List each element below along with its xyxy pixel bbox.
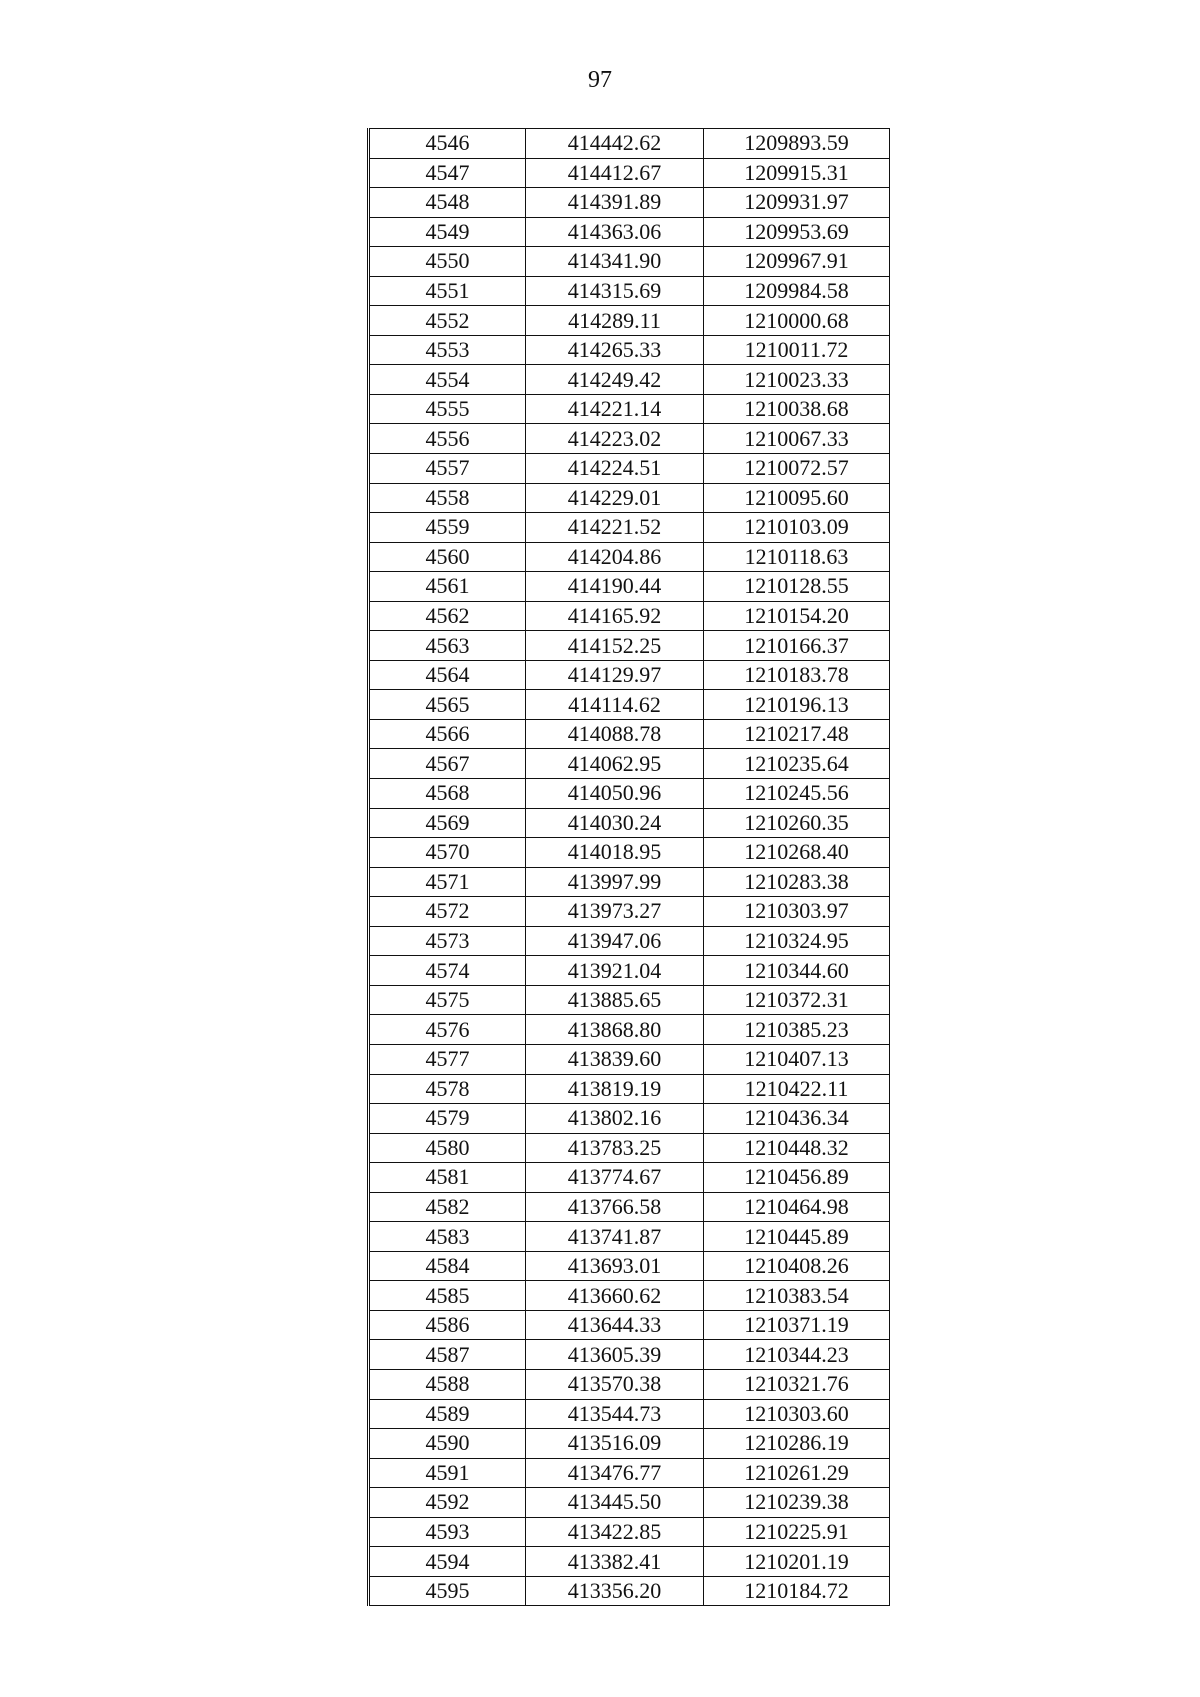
table-row xyxy=(369,1399,890,1429)
table-row xyxy=(369,1192,890,1222)
table-row xyxy=(369,719,890,749)
point-number-cell: 4548 xyxy=(369,188,526,218)
table-row xyxy=(369,779,890,809)
point-number-cell: 4580 xyxy=(369,1133,526,1163)
x-coordinate-cell: 414190.44 xyxy=(526,572,704,602)
point-number-cell: 4578 xyxy=(369,1074,526,1104)
table-row xyxy=(369,424,890,454)
x-coordinate-cell: 414363.06 xyxy=(526,217,704,247)
x-coordinate-cell: 414088.78 xyxy=(526,719,704,749)
point-number-cell: 4594 xyxy=(369,1547,526,1577)
y-coordinate-cell: 1210408.26 xyxy=(704,1251,890,1281)
point-number-cell: 4579 xyxy=(369,1104,526,1134)
y-coordinate-cell: 1210344.23 xyxy=(704,1340,890,1370)
point-number-cell: 4582 xyxy=(369,1192,526,1222)
x-coordinate-cell: 414221.52 xyxy=(526,513,704,543)
y-coordinate-cell: 1210235.64 xyxy=(704,749,890,779)
table-row xyxy=(369,601,890,631)
x-coordinate-cell: 413973.27 xyxy=(526,897,704,927)
point-number-cell: 4588 xyxy=(369,1369,526,1399)
point-number-cell: 4551 xyxy=(369,276,526,306)
table-row xyxy=(369,897,890,927)
point-number-cell: 4568 xyxy=(369,779,526,809)
table-row xyxy=(369,1547,890,1577)
y-coordinate-cell: 1210011.72 xyxy=(704,335,890,365)
y-coordinate-cell: 1210268.40 xyxy=(704,838,890,868)
x-coordinate-cell: 414221.14 xyxy=(526,394,704,424)
table-row xyxy=(369,394,890,424)
x-coordinate-cell: 414050.96 xyxy=(526,779,704,809)
table-row xyxy=(369,631,890,661)
x-coordinate-cell: 413921.04 xyxy=(526,956,704,986)
point-number-cell: 4583 xyxy=(369,1222,526,1252)
table-row xyxy=(369,454,890,484)
x-coordinate-cell: 414152.25 xyxy=(526,631,704,661)
x-coordinate-cell: 413802.16 xyxy=(526,1104,704,1134)
point-number-cell: 4589 xyxy=(369,1399,526,1429)
x-coordinate-cell: 413644.33 xyxy=(526,1310,704,1340)
x-coordinate-cell: 414062.95 xyxy=(526,749,704,779)
x-coordinate-cell: 414224.51 xyxy=(526,454,704,484)
x-coordinate-cell: 414265.33 xyxy=(526,335,704,365)
point-number-cell: 4550 xyxy=(369,247,526,277)
y-coordinate-cell: 1210456.89 xyxy=(704,1163,890,1193)
x-coordinate-cell: 413422.85 xyxy=(526,1517,704,1547)
point-number-cell: 4574 xyxy=(369,956,526,986)
x-coordinate-cell: 414391.89 xyxy=(526,188,704,218)
point-number-cell: 4575 xyxy=(369,985,526,1015)
x-coordinate-cell: 413947.06 xyxy=(526,926,704,956)
x-coordinate-cell: 413885.65 xyxy=(526,985,704,1015)
x-coordinate-cell: 414165.92 xyxy=(526,601,704,631)
x-coordinate-cell: 413660.62 xyxy=(526,1281,704,1311)
y-coordinate-cell: 1210067.33 xyxy=(704,424,890,454)
y-coordinate-cell: 1210245.56 xyxy=(704,779,890,809)
y-coordinate-cell: 1210261.29 xyxy=(704,1458,890,1488)
table-row xyxy=(369,217,890,247)
x-coordinate-cell: 413783.25 xyxy=(526,1133,704,1163)
y-coordinate-cell: 1210448.32 xyxy=(704,1133,890,1163)
x-coordinate-cell: 413693.01 xyxy=(526,1251,704,1281)
table-row xyxy=(369,542,890,572)
table-row xyxy=(369,867,890,897)
table-row xyxy=(369,1163,890,1193)
table-row xyxy=(369,1104,890,1134)
table-row xyxy=(369,483,890,513)
x-coordinate-cell: 414412.67 xyxy=(526,158,704,188)
y-coordinate-cell: 1209931.97 xyxy=(704,188,890,218)
y-coordinate-cell: 1210118.63 xyxy=(704,542,890,572)
point-number-cell: 4573 xyxy=(369,926,526,956)
table-row xyxy=(369,1458,890,1488)
point-number-cell: 4570 xyxy=(369,838,526,868)
point-number-cell: 4562 xyxy=(369,601,526,631)
table-row xyxy=(369,1044,890,1074)
y-coordinate-cell: 1210217.48 xyxy=(704,719,890,749)
y-coordinate-cell: 1209967.91 xyxy=(704,247,890,277)
table-row xyxy=(369,1310,890,1340)
point-number-cell: 4577 xyxy=(369,1044,526,1074)
y-coordinate-cell: 1210239.38 xyxy=(704,1488,890,1518)
table-row xyxy=(369,335,890,365)
point-number-cell: 4587 xyxy=(369,1340,526,1370)
table-row xyxy=(369,513,890,543)
y-coordinate-cell: 1210324.95 xyxy=(704,926,890,956)
y-coordinate-cell: 1210371.19 xyxy=(704,1310,890,1340)
y-coordinate-cell: 1209915.31 xyxy=(704,158,890,188)
point-number-cell: 4584 xyxy=(369,1251,526,1281)
point-number-cell: 4552 xyxy=(369,306,526,336)
y-coordinate-cell: 1210154.20 xyxy=(704,601,890,631)
table-row xyxy=(369,1488,890,1518)
point-number-cell: 4553 xyxy=(369,335,526,365)
table-row xyxy=(369,690,890,720)
page-number: 97 xyxy=(588,67,612,93)
point-number-cell: 4586 xyxy=(369,1310,526,1340)
y-coordinate-cell: 1210283.38 xyxy=(704,867,890,897)
coordinates-table xyxy=(367,128,890,1606)
table-row xyxy=(369,306,890,336)
x-coordinate-cell: 413382.41 xyxy=(526,1547,704,1577)
point-number-cell: 4593 xyxy=(369,1517,526,1547)
y-coordinate-cell: 1210128.55 xyxy=(704,572,890,602)
y-coordinate-cell: 1210184.72 xyxy=(704,1576,890,1606)
table-row xyxy=(369,1015,890,1045)
y-coordinate-cell: 1210000.68 xyxy=(704,306,890,336)
y-coordinate-cell: 1209953.69 xyxy=(704,217,890,247)
x-coordinate-cell: 413356.20 xyxy=(526,1576,704,1606)
y-coordinate-cell: 1210166.37 xyxy=(704,631,890,661)
table-row xyxy=(369,1222,890,1252)
y-coordinate-cell: 1210464.98 xyxy=(704,1192,890,1222)
table-row xyxy=(369,188,890,218)
y-coordinate-cell: 1210260.35 xyxy=(704,808,890,838)
point-number-cell: 4561 xyxy=(369,572,526,602)
table-row xyxy=(369,956,890,986)
x-coordinate-cell: 414249.42 xyxy=(526,365,704,395)
y-coordinate-cell: 1210201.19 xyxy=(704,1547,890,1577)
y-coordinate-cell: 1210407.13 xyxy=(704,1044,890,1074)
x-coordinate-cell: 413544.73 xyxy=(526,1399,704,1429)
x-coordinate-cell: 414114.62 xyxy=(526,690,704,720)
table-row xyxy=(369,1133,890,1163)
point-number-cell: 4565 xyxy=(369,690,526,720)
point-number-cell: 4590 xyxy=(369,1429,526,1459)
point-number-cell: 4581 xyxy=(369,1163,526,1193)
table-row xyxy=(369,1074,890,1104)
y-coordinate-cell: 1209984.58 xyxy=(704,276,890,306)
table-row xyxy=(369,926,890,956)
table-row xyxy=(369,749,890,779)
x-coordinate-cell: 413516.09 xyxy=(526,1429,704,1459)
x-coordinate-cell: 414289.11 xyxy=(526,306,704,336)
x-coordinate-cell: 413476.77 xyxy=(526,1458,704,1488)
y-coordinate-cell: 1210072.57 xyxy=(704,454,890,484)
point-number-cell: 4563 xyxy=(369,631,526,661)
y-coordinate-cell: 1210422.11 xyxy=(704,1074,890,1104)
x-coordinate-cell: 414341.90 xyxy=(526,247,704,277)
x-coordinate-cell: 414229.01 xyxy=(526,483,704,513)
table-row xyxy=(369,158,890,188)
table-row xyxy=(369,1369,890,1399)
y-coordinate-cell: 1210103.09 xyxy=(704,513,890,543)
x-coordinate-cell: 413868.80 xyxy=(526,1015,704,1045)
point-number-cell: 4585 xyxy=(369,1281,526,1311)
table-row xyxy=(369,838,890,868)
y-coordinate-cell: 1210286.19 xyxy=(704,1429,890,1459)
y-coordinate-cell: 1210372.31 xyxy=(704,985,890,1015)
x-coordinate-cell: 413445.50 xyxy=(526,1488,704,1518)
point-number-cell: 4591 xyxy=(369,1458,526,1488)
table-row xyxy=(369,1517,890,1547)
table-row xyxy=(369,572,890,602)
y-coordinate-cell: 1210445.89 xyxy=(704,1222,890,1252)
point-number-cell: 4556 xyxy=(369,424,526,454)
x-coordinate-cell: 413605.39 xyxy=(526,1340,704,1370)
point-number-cell: 4592 xyxy=(369,1488,526,1518)
x-coordinate-cell: 414129.97 xyxy=(526,660,704,690)
table-row xyxy=(369,365,890,395)
x-coordinate-cell: 414442.62 xyxy=(526,129,704,159)
y-coordinate-cell: 1210436.34 xyxy=(704,1104,890,1134)
table-body xyxy=(369,129,890,1606)
table-row xyxy=(369,1576,890,1606)
point-number-cell: 4571 xyxy=(369,867,526,897)
y-coordinate-cell: 1210344.60 xyxy=(704,956,890,986)
y-coordinate-cell: 1210321.76 xyxy=(704,1369,890,1399)
point-number-cell: 4557 xyxy=(369,454,526,484)
point-number-cell: 4559 xyxy=(369,513,526,543)
x-coordinate-cell: 413570.38 xyxy=(526,1369,704,1399)
y-coordinate-cell: 1210023.33 xyxy=(704,365,890,395)
point-number-cell: 4554 xyxy=(369,365,526,395)
point-number-cell: 4566 xyxy=(369,719,526,749)
y-coordinate-cell: 1210038.68 xyxy=(704,394,890,424)
x-coordinate-cell: 413774.67 xyxy=(526,1163,704,1193)
point-number-cell: 4569 xyxy=(369,808,526,838)
table-row xyxy=(369,1281,890,1311)
table-row xyxy=(369,808,890,838)
x-coordinate-cell: 414223.02 xyxy=(526,424,704,454)
point-number-cell: 4564 xyxy=(369,660,526,690)
x-coordinate-cell: 413839.60 xyxy=(526,1044,704,1074)
point-number-cell: 4576 xyxy=(369,1015,526,1045)
x-coordinate-cell: 413997.99 xyxy=(526,867,704,897)
table-row xyxy=(369,1251,890,1281)
point-number-cell: 4567 xyxy=(369,749,526,779)
y-coordinate-cell: 1210385.23 xyxy=(704,1015,890,1045)
y-coordinate-cell: 1210303.60 xyxy=(704,1399,890,1429)
point-number-cell: 4546 xyxy=(369,129,526,159)
y-coordinate-cell: 1210225.91 xyxy=(704,1517,890,1547)
table-row xyxy=(369,660,890,690)
table-row xyxy=(369,247,890,277)
y-coordinate-cell: 1210095.60 xyxy=(704,483,890,513)
x-coordinate-cell: 414018.95 xyxy=(526,838,704,868)
table-row xyxy=(369,129,890,159)
x-coordinate-cell: 413766.58 xyxy=(526,1192,704,1222)
x-coordinate-cell: 414030.24 xyxy=(526,808,704,838)
point-number-cell: 4555 xyxy=(369,394,526,424)
y-coordinate-cell: 1210383.54 xyxy=(704,1281,890,1311)
table-row xyxy=(369,1429,890,1459)
y-coordinate-cell: 1210183.78 xyxy=(704,660,890,690)
x-coordinate-cell: 414315.69 xyxy=(526,276,704,306)
y-coordinate-cell: 1210303.97 xyxy=(704,897,890,927)
table-row xyxy=(369,276,890,306)
x-coordinate-cell: 413819.19 xyxy=(526,1074,704,1104)
table-row xyxy=(369,1340,890,1370)
point-number-cell: 4549 xyxy=(369,217,526,247)
point-number-cell: 4595 xyxy=(369,1576,526,1606)
point-number-cell: 4560 xyxy=(369,542,526,572)
table-row xyxy=(369,985,890,1015)
point-number-cell: 4547 xyxy=(369,158,526,188)
point-number-cell: 4558 xyxy=(369,483,526,513)
x-coordinate-cell: 414204.86 xyxy=(526,542,704,572)
y-coordinate-cell: 1209893.59 xyxy=(704,129,890,159)
x-coordinate-cell: 413741.87 xyxy=(526,1222,704,1252)
y-coordinate-cell: 1210196.13 xyxy=(704,690,890,720)
point-number-cell: 4572 xyxy=(369,897,526,927)
